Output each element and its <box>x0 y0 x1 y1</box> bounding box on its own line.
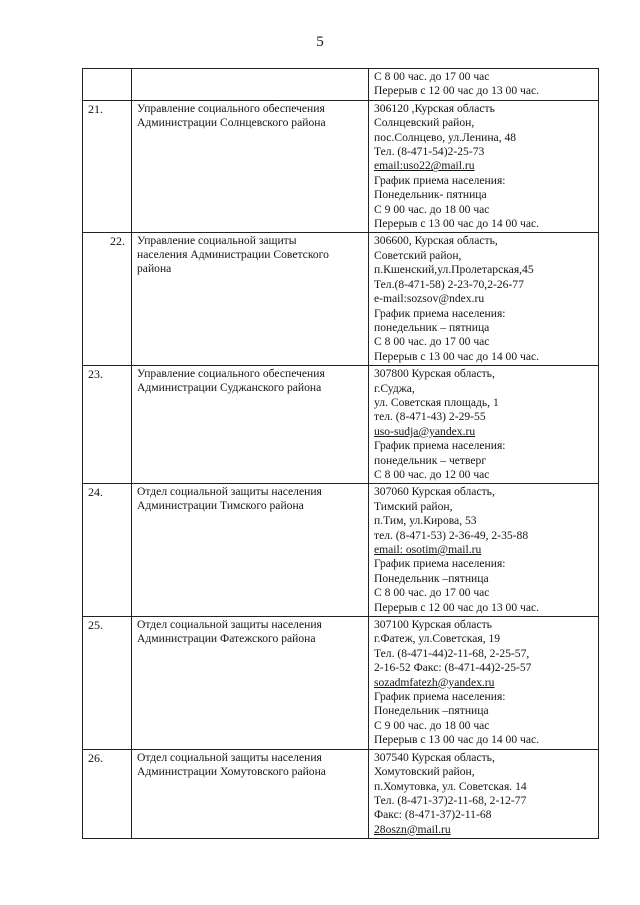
contacts-table <box>82 68 599 839</box>
table-row <box>83 749 599 838</box>
address-contacts <box>369 617 599 750</box>
phone-fax: 2-16-52 Факс: (8-471-44)2-25-57 <box>374 661 532 675</box>
org-line: Отдел социальной защиты населения <box>137 750 322 764</box>
schedule-hours: С 9 00 час. до 18 00 час <box>374 718 490 732</box>
org-line: Управление социального обеспечения <box>137 367 325 381</box>
schedule-heading: График приема населения: <box>374 690 506 704</box>
email-link[interactable]: sozadmfatezh@yandex.ru <box>374 675 495 689</box>
address-contacts <box>369 749 599 838</box>
page-number: 5 <box>316 34 324 50</box>
org-line: Администрации Хомутовского района <box>137 764 326 778</box>
phone: Тел. (8-471-44)2-11-68, 2-25-57, <box>374 646 530 660</box>
district: Солнцевский район, <box>374 116 475 130</box>
org-line: населения Администрации Советского <box>137 248 329 262</box>
postal-address: 307540 Курская область, <box>374 750 495 764</box>
address-contacts <box>369 366 599 484</box>
organization-name <box>132 100 369 233</box>
street-address: ул. Советская площадь, 1 <box>374 395 499 409</box>
postal-address: 307100 Курская область <box>374 618 492 632</box>
schedule-break: Перерыв с 13 00 час до 14 00 час. <box>374 349 540 363</box>
schedule-break: Перерыв с 12 00 час до 13 00 час. <box>374 600 540 614</box>
district: Советский район, <box>374 248 462 262</box>
org-line: Администрации Фатежского района <box>137 632 316 646</box>
schedule-heading: График приема населения: <box>374 306 506 320</box>
schedule-days: Понедельник –пятница <box>374 704 489 718</box>
email-link[interactable]: email:uso22@mail.ru <box>374 159 475 173</box>
schedule-heading: График приема населения: <box>374 557 506 571</box>
row-number: 22. <box>83 233 132 366</box>
row-number: 23. <box>83 366 132 484</box>
schedule-days: понедельник – четверг <box>374 453 487 467</box>
street-address: п.Кшенский,ул.Пролетарская,45 <box>374 263 534 277</box>
district: Тимский район, <box>374 499 453 513</box>
phone: Тел.(8-471-58) 2-23-70,2-26-77 <box>374 277 524 291</box>
phone: Тел. (8-471-54)2-25-73 <box>374 145 485 159</box>
org-line: Администрации Тимского района <box>137 499 304 513</box>
org-line: Отдел социальной защиты населения <box>137 485 322 499</box>
phone: тел. (8-471-53) 2-36-49, 2-35-88 <box>374 528 529 542</box>
org-line: района <box>137 262 172 276</box>
organization-name <box>132 484 369 617</box>
organization-name <box>132 749 369 838</box>
org-line: Администрации Суджанского района <box>137 381 322 395</box>
street-address: пос.Солнцево, ул.Ленина, 48 <box>374 130 517 144</box>
schedule-days: Понедельник- пятница <box>374 188 487 202</box>
schedule-hours: С 9 00 час. до 18 00 час <box>374 202 490 216</box>
schedule-break: Перерыв с 13 00 час до 14 00 час. <box>374 733 540 747</box>
organization-name <box>132 69 369 101</box>
row-number: 21. <box>83 100 132 233</box>
org-line: Отдел социальной защиты населения <box>137 618 322 632</box>
postal-address: 307800 Курская область, <box>374 367 495 381</box>
district: Хомутовский район, <box>374 765 475 779</box>
schedule-hours: С 8 00 час. до 17 00 час <box>374 335 490 349</box>
email-link[interactable]: uso-sudja@yandex.ru <box>374 424 476 438</box>
row-number: 26. <box>83 749 132 838</box>
street-address: п.Тим, ул.Кирова, 53 <box>374 514 477 528</box>
row-number: 24. <box>83 484 132 617</box>
org-line: Управление социальной защиты <box>137 234 297 248</box>
table-row <box>83 69 599 101</box>
table-row <box>83 366 599 484</box>
email-link[interactable]: 28oszn@mail.ru <box>374 822 451 836</box>
row-number: 25. <box>83 617 132 750</box>
schedule-heading: График приема населения: <box>374 173 506 187</box>
street-address: г.Фатеж, ул.Советская, 19 <box>374 632 501 646</box>
street-address: п.Хомутовка, ул. Советская. 14 <box>374 779 527 793</box>
address-contacts <box>369 233 599 366</box>
postal-address: 306120 ,Курская область <box>374 101 495 115</box>
organization-name <box>132 617 369 750</box>
table-row <box>83 617 599 750</box>
schedule-hours: С 8 00 час. до 17 00 час <box>374 70 490 83</box>
city: г.Суджа, <box>374 381 415 395</box>
address-contacts <box>369 69 599 101</box>
schedule-hours: С 8 00 час. до 12 00 час <box>374 467 490 481</box>
address-contacts <box>369 484 599 617</box>
table-row <box>83 100 599 233</box>
schedule-days: понедельник – пятница <box>374 320 490 334</box>
table-row <box>83 484 599 617</box>
schedule-hours: С 8 00 час. до 17 00 час <box>374 586 490 600</box>
postal-address: 306600, Курская область, <box>374 234 498 248</box>
phone: Тел. (8-471-37)2-11-68, 2-12-77 <box>374 793 527 807</box>
schedule-heading: График приема населения: <box>374 439 506 453</box>
org-line: Администрации Солнцевского района <box>137 115 326 129</box>
address-contacts <box>369 100 599 233</box>
table-row <box>83 233 599 366</box>
schedule-break: Перерыв с 12 00 час до 13 00 час. <box>374 84 540 98</box>
organization-name <box>132 366 369 484</box>
schedule-days: Понедельник –пятница <box>374 571 489 585</box>
email-link[interactable]: email: osotim@mail.ru <box>374 543 482 556</box>
schedule-break: Перерыв с 13 00 час до 14 00 час. <box>374 217 540 231</box>
fax: Факс: (8-471-37)2-11-68 <box>374 808 492 822</box>
postal-address: 307060 Курская область, <box>374 485 495 499</box>
row-number <box>83 69 132 101</box>
email-text: e-mail:sozsov@ndex.ru <box>374 292 485 306</box>
org-line: Управление социального обеспечения <box>137 101 325 115</box>
organization-name <box>132 233 369 366</box>
phone: тел. (8-471-43) 2-29-55 <box>374 410 486 424</box>
